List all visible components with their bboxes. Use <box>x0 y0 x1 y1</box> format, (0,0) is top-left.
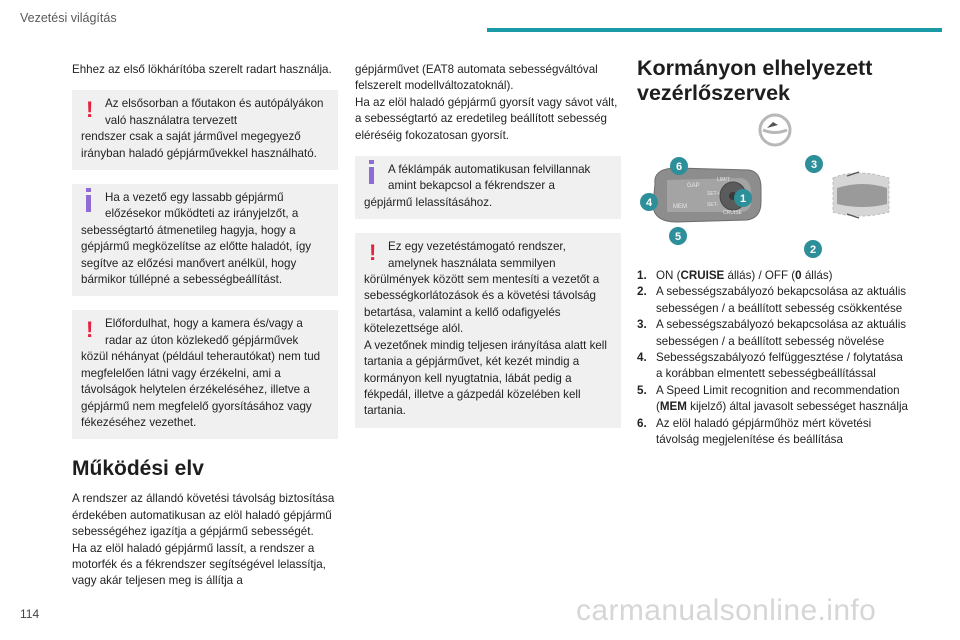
lever-label: GAP <box>687 183 700 189</box>
list-item: 4. Sebességszabályozó felfüggesztése / folytatása a korábban elmentett sebességbeállítással <box>637 351 903 381</box>
header-rule <box>487 28 942 32</box>
continued-text: gépjárművet (EAT8 automata sebességváltóval felszerelt modellváltozatoknál). <box>355 63 598 93</box>
warning-icon: ! <box>86 97 94 123</box>
box-text: Ha a vezető egy lassabb gépjármű előzésekor működteti az irányjelzőt, a <box>105 191 299 221</box>
page-header-title: Vezetési világítás <box>20 11 117 25</box>
column-middle <box>355 62 621 442</box>
controls-list-container <box>637 268 909 448</box>
info-icon <box>369 167 374 184</box>
continued-text: Ha az elöl haladó gépjármű gyorsít vagy sávot vált, a sebességtartó az eredetileg beállított sebesség eléréséig fokozatosan gyorsít. <box>355 95 618 142</box>
box-text: sebességtartó átmenetileg hagyja, hogy a gépjármű megközelítse az előtte haladót, így segítve az előzési manővert anélkül, hogy bármikor túllépné a sebességbeállítást. <box>81 223 312 287</box>
box-text: A vezetőnek mindig teljesen irányítása alatt kell tartania a gépjárművet, két kezét mindig a kormányon kell nyugtatnia, lábát pedig a fékpedál, illetve a gázpedál közelében kell tartania. <box>364 338 607 418</box>
box-text: gépjármű lelassításához. <box>364 195 493 209</box>
watermark: carmanualsonline.info <box>576 594 877 627</box>
lever-label: SET+ <box>707 191 720 197</box>
callout-2 <box>804 240 822 258</box>
principle-text: Ha az elöl haladó gépjármű lassít, a rendszer a motorfék és a fékrendszer segítségével lelassítja, vagy akár teljesen meg is állítja a <box>72 541 326 588</box>
intro-text: Ehhez az első lökhárítóba szerelt radart használja. <box>72 63 332 76</box>
warning-icon: ! <box>369 240 377 266</box>
steering-controls-illustration <box>637 108 909 258</box>
svg-text:5: 5 <box>674 231 682 243</box>
section-heading-principle: Működési elv <box>72 457 204 481</box>
svg-text:1: 1 <box>739 193 747 205</box>
lever-side-view <box>833 172 889 218</box>
list-item: 1. ON (CRUISE állás) / OFF (0 állás) <box>637 269 833 282</box>
callout-6 <box>670 157 688 175</box>
svg-text:2: 2 <box>809 244 817 256</box>
svg-text:4: 4 <box>645 197 653 209</box>
lever-label: SET- <box>707 202 719 208</box>
callout-1 <box>734 189 752 207</box>
info-box-brake-lights <box>355 156 621 219</box>
callout-5 <box>669 227 687 245</box>
warning-box-camera <box>72 310 338 439</box>
list-item: 2. A sebességszabályozó bekapcsolása az aktuális sebességen / a beállított sebesség csökkentése <box>637 285 907 315</box>
page-number: 114 <box>20 607 40 621</box>
svg-text:6: 6 <box>675 161 683 173</box>
list-item: 3. A sebességszabályozó bekapcsolása az aktuális sebességen / a beállított sebesség növelése <box>637 318 907 348</box>
callout-4 <box>640 193 658 211</box>
column-left <box>72 62 338 596</box>
list-item: 5. A Speed Limit recognition and recommendation (MEM kijelző) által javasolt sebességet használja <box>637 383 908 414</box>
warning-icon: ! <box>86 317 94 343</box>
svg-text:3: 3 <box>810 159 818 171</box>
box-text: rendszer csak a saját járművel megegyező irányban haladó gépjárművekkel használható. <box>81 130 317 160</box>
warning-box-usage <box>72 90 338 170</box>
box-text: Előfordulhat, hogy a kamera és/vagy a radar az úton közlekedő gépjárművek <box>105 317 303 347</box>
info-box-overtake <box>72 184 338 296</box>
callout-3 <box>805 155 823 173</box>
box-text: közül néhányat (például teherautókat) nem tud megfelelően látni vagy érzékelni, ami a távolságok helytelen érzékeléséhez, illetve a gépjármű nem megfelelő gyorsításához vagy fékezéséhez vezethet. <box>81 350 321 429</box>
steering-wheel-icon <box>760 115 790 145</box>
controls-list <box>637 268 909 448</box>
box-text: Az elsősorban a főutakon és autópályákon való használatra tervezett <box>105 97 324 127</box>
principle-text: A rendszer az állandó követési távolság biztosítása érdekében automatikusan az elöl haladó gépjármű sebességéhez igazítja a gépjármű sebességét. <box>72 492 335 539</box>
lever-label: CRUISE <box>723 210 742 216</box>
box-text: A féklámpák automatikusan felvillannak amint bekapcsol a fékrendszer a <box>388 163 591 193</box>
info-icon <box>86 195 91 212</box>
box-text: körülmények között sem mentesíti a vezetőt a sebességkorlátozások és a követési távolság betartása, valamint a kellő odafigyelés kötelezettsége alól. <box>364 273 600 336</box>
section-heading-controls: Kormányon elhelyezett vezérlőszervek <box>637 56 873 105</box>
warning-box-driver-assist <box>355 233 621 427</box>
lever-label: MEM <box>673 204 687 210</box>
box-text: Ez egy vezetéstámogató rendszer, amelynek használata semmilyen <box>388 240 566 270</box>
lever-label: LIMIT <box>717 177 730 183</box>
list-item: 6. Az elöl haladó gépjárműhöz mért követési távolság megjelenítése és beállítása <box>637 416 872 447</box>
